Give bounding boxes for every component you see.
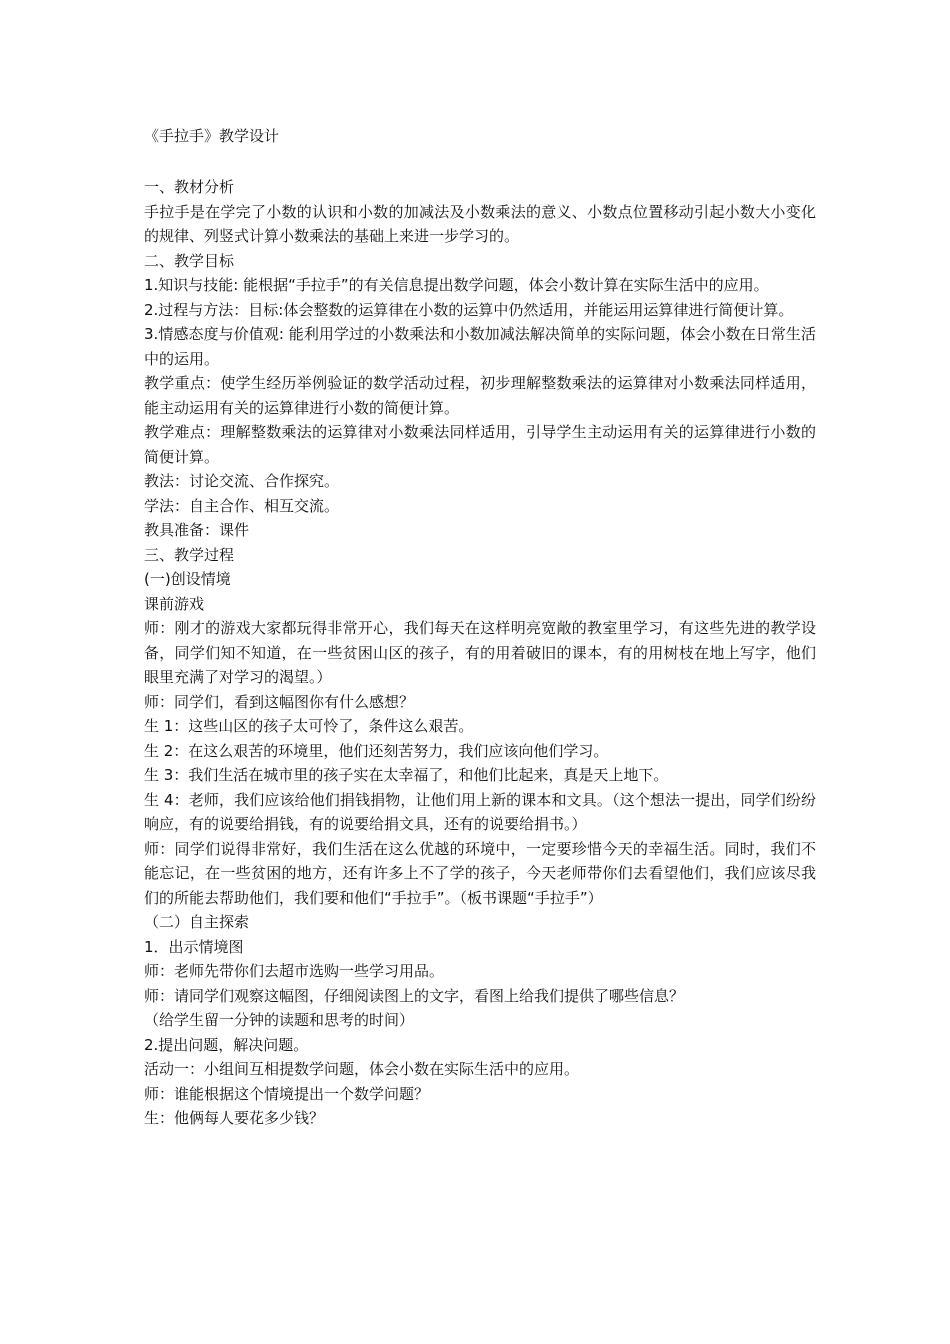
document-title: 《手拉手》教学设计 [144, 127, 280, 145]
teaching-aids: 教具准备：课件 [144, 521, 250, 539]
student-dialogue-4: 生 4：老师，我们应该给他们捐钱捐物，让他们用上新的课本和文具。（这个想法一提出，同学们纷纷响应，有的说要给捐钱，有的说要给捐文具，还有的说要给捐书。） [144, 790, 816, 833]
teacher-dialogue-6: 师：谁能根据这个情境提出一个数学问题？ [144, 1084, 430, 1103]
teaching-method: 教法：讨论交流、合作探究。 [144, 472, 340, 490]
section-heading-teaching-process: 三、教学过程 [144, 545, 235, 564]
pre-class-game: 课前游戏 [144, 594, 205, 613]
teaching-difficulty: 教学难点：理解整数乘法的运算律对小数乘法同样适用，引导学生主动运用有关的运算律进行小数的简便计算。 [144, 423, 816, 466]
step-ask-solve-problems: 2.提出问题，解决问题。 [144, 1035, 309, 1054]
teacher-dialogue-2: 师：同学们，看到这幅图你有什么感想？ [144, 692, 415, 711]
step-show-situation-image: 1．出示情境图 [144, 937, 244, 956]
subsection-create-situation: (一)创设情境 [144, 570, 231, 588]
teacher-dialogue-3: 师：同学们说得非常好，我们生活在这么优越的环境中，一定要珍惜今天的幸福生活。同时，我们不能忘记，在一些贫困的地方，还有许多上不了学的孩子，今天老师带你们去看望他们，我们应该尽我们的所能去帮助他们，我们要和他们“手拉手”。（板书课题“手拉手”） [144, 839, 816, 907]
section-heading-teaching-goals: 二、教学目标 [144, 251, 235, 270]
learning-method: 学法：自主合作、相互交流。 [144, 496, 340, 515]
section-heading-material-analysis: 一、教材分析 [144, 178, 235, 196]
teacher-dialogue-1: 师：刚才的游戏大家都玩得非常开心，我们每天在这样明亮宽敞的教室里学习，有这些先进的教学设备，同学们知不知道，在一些贫困山区的孩子，有的用着破旧的课本，有的用树枝在地上写字，他们眼里充满了对学习的渴望。） [144, 619, 816, 686]
paragraph-material-analysis: 手拉手是在学完了小数的认识和小数的加减法及小数乘法的意义、小数点位置移动引起小数大小变化的规律、列竖式计算小数乘法的基础上来进一步学习的。 [144, 202, 816, 245]
goal-emotion-values: 3.情感态度与价值观: 能利用学过的小数乘法和小数加减法解决简单的实际问题，体会小数在日常生活中的运用。 [144, 325, 816, 368]
activity-one: 活动一：小组间互相提数学问题，体会小数在实际生活中的应用。 [144, 1060, 580, 1078]
student-dialogue-2: 生 2：在这么艰苦的环境里，他们还刻苦努力，我们应该向他们学习。 [144, 741, 609, 760]
teacher-dialogue-5: 师：请同学们观察这幅图，仔细阅读图上的文字，看图上给我们提供了哪些信息？ [144, 986, 685, 1005]
document-page [144, 124, 816, 1131]
note-reading-time: （给学生留一分钟的读题和思考的时间） [144, 1011, 415, 1029]
goal-process-methods: 2.过程与方法：目标:体会整数的运算律在小数的运算中仍然适用，并能运用运算律进行简便计算。 [144, 300, 794, 319]
goal-knowledge-skills: 1.知识与技能: 能根据“手拉手”的有关信息提出数学问题，体会小数计算在实际生活中的应用。 [144, 276, 769, 294]
student-dialogue-1: 生 1：这些山区的孩子太可怜了，条件这么艰苦。 [144, 717, 474, 735]
student-dialogue-5: 生：他俩每人要花多少钱？ [144, 1109, 325, 1127]
student-dialogue-3: 生 3：我们生活在城市里的孩子实在太幸福了，和他们比起来，真是天上地下。 [144, 766, 669, 784]
teacher-dialogue-4: 师：老师先带你们去超市选购一些学习用品。 [144, 962, 445, 980]
teaching-key-point: 教学重点：使学生经历举例验证的数学活动过程，初步理解整数乘法的运算律对小数乘法同样适用，能主动运用有关的运算律进行小数的简便计算。 [144, 374, 816, 417]
subsection-self-exploration: （二）自主探索 [144, 913, 250, 931]
